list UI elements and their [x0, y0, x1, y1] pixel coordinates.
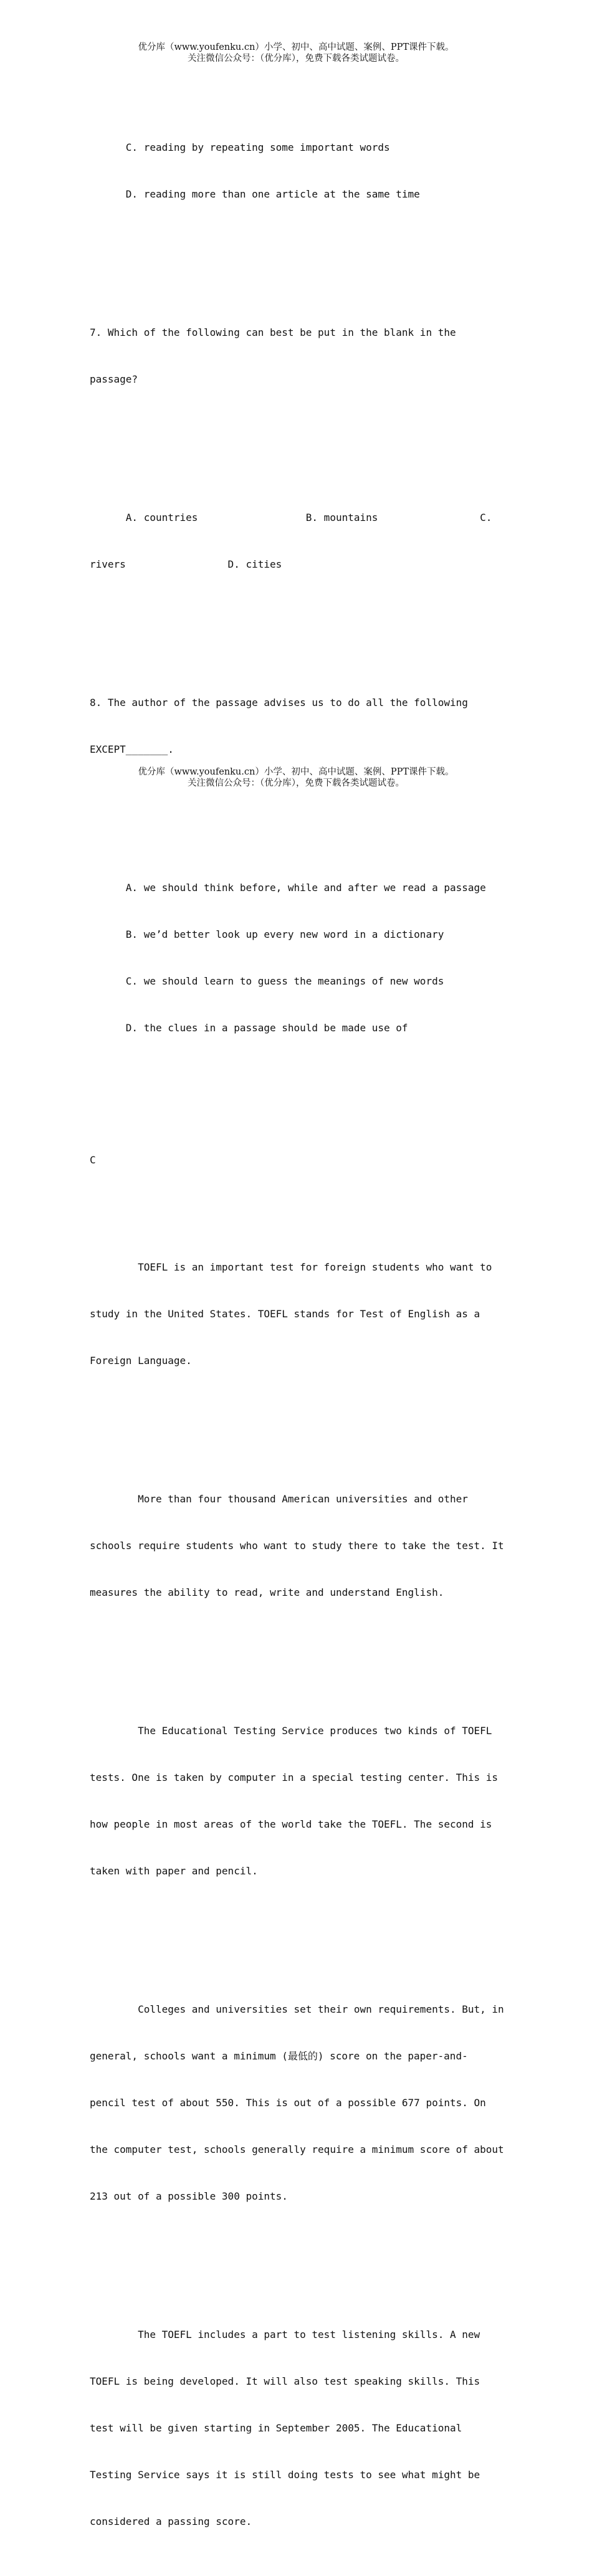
q7-line-2: passage? [90, 373, 138, 385]
paragraph-line: More than four thousand American universities and other [90, 1493, 468, 1505]
paragraph-line: Foreign Language. [90, 1355, 192, 1367]
paragraph-line: The Educational Testing Service produces two kinds of TOEFL [90, 1725, 492, 1737]
q8-option-a: A. we should think before, while and after we read a passage [90, 882, 486, 894]
paragraph-line: Colleges and universities set their own requirements. But, in [90, 2003, 504, 2015]
paragraph-line: test will be given starting in September 2005. The Educational [90, 2422, 462, 2434]
header-line-1: 优分库（www.youfenku.cn）小学、初中、高中试题、案例、PPT课件下载。 [138, 42, 454, 52]
paragraph-line: Testing Service says it is still doing tests to see what might be [90, 2469, 480, 2481]
q7-options [90, 479, 506, 603]
paragraph-line: considered a passing score. [90, 2516, 252, 2527]
q6-option-d: D. reading more than one article at the same time [90, 188, 420, 200]
paragraph-line: 213 out of a possible 300 points. [90, 2190, 288, 2202]
q8-options [90, 849, 506, 1067]
q7-question [90, 293, 506, 418]
passage-paragraph-1 [90, 1228, 506, 1400]
paragraph-line: measures the ability to read, write and understand English. [90, 1586, 444, 1598]
paragraph-line: taken with paper and pencil. [90, 1865, 258, 1877]
page-header [0, 42, 592, 64]
document-body [90, 77, 506, 2576]
passage-paragraph-2 [90, 1460, 506, 1631]
q8-option-c: C. we should learn to guess the meanings of new words [90, 975, 444, 987]
passage-paragraph-3 [90, 1692, 506, 1910]
paragraph-line: tests. One is taken by computer in a special testing center. This is [90, 1772, 499, 1783]
q7-line-1: 7. Which of the following can best be put in the blank in the [90, 327, 456, 338]
paragraph-line: The TOEFL includes a part to test listening skills. A new [90, 2329, 480, 2340]
q7-options-line-1: A. countries B. mountains C. [90, 512, 492, 523]
paragraph-line: TOEFL is an important test for foreign students who want to [90, 1261, 492, 1273]
footer-line-1: 优分库（www.youfenku.cn）小学、初中、高中试题、案例、PPT课件下载。 [138, 767, 454, 777]
header-line-2: 关注微信公众号：（优分库），免费下载各类试题试卷。 [188, 54, 404, 64]
q8-line-1: 8. The author of the passage advises us to do all the following [90, 697, 468, 708]
section-label: C [90, 1154, 96, 1166]
q6-option-c: C. reading by repeating some important words [90, 141, 390, 153]
q7-options-line-2: rivers D. cities [90, 558, 282, 570]
passage-paragraph-4 [90, 1970, 506, 2235]
paragraph-line: how people in most areas of the world take the TOEFL. The second is [90, 1818, 492, 1830]
paragraph-line: study in the United States. TOEFL stands for Test of English as a [90, 1308, 480, 1320]
page-footer [0, 766, 592, 789]
q8-line-2: EXCEPT_______. [90, 743, 174, 755]
passage-paragraph-5 [90, 2296, 506, 2560]
q6-options [90, 108, 506, 233]
q8-option-d: D. the clues in a passage should be made use of [90, 1022, 408, 1034]
q8-option-b: B. we’d better look up every new word in a dictionary [90, 928, 444, 940]
paragraph-line: pencil test of about 550. This is out of a possible 677 points. On [90, 2097, 486, 2109]
paragraph-line: general, schools want a minimum (最低的) score on the paper-and- [90, 2050, 468, 2062]
paragraph-line: TOEFL is being developed. It will also test speaking skills. This [90, 2375, 480, 2387]
paragraph-line: the computer test, schools generally require a minimum score of about [90, 2144, 504, 2155]
footer-line-2: 关注微信公众号：（优分库），免费下载各类试题试卷。 [188, 778, 404, 788]
paragraph-line: schools require students who want to study there to take the test. It [90, 1540, 504, 1552]
